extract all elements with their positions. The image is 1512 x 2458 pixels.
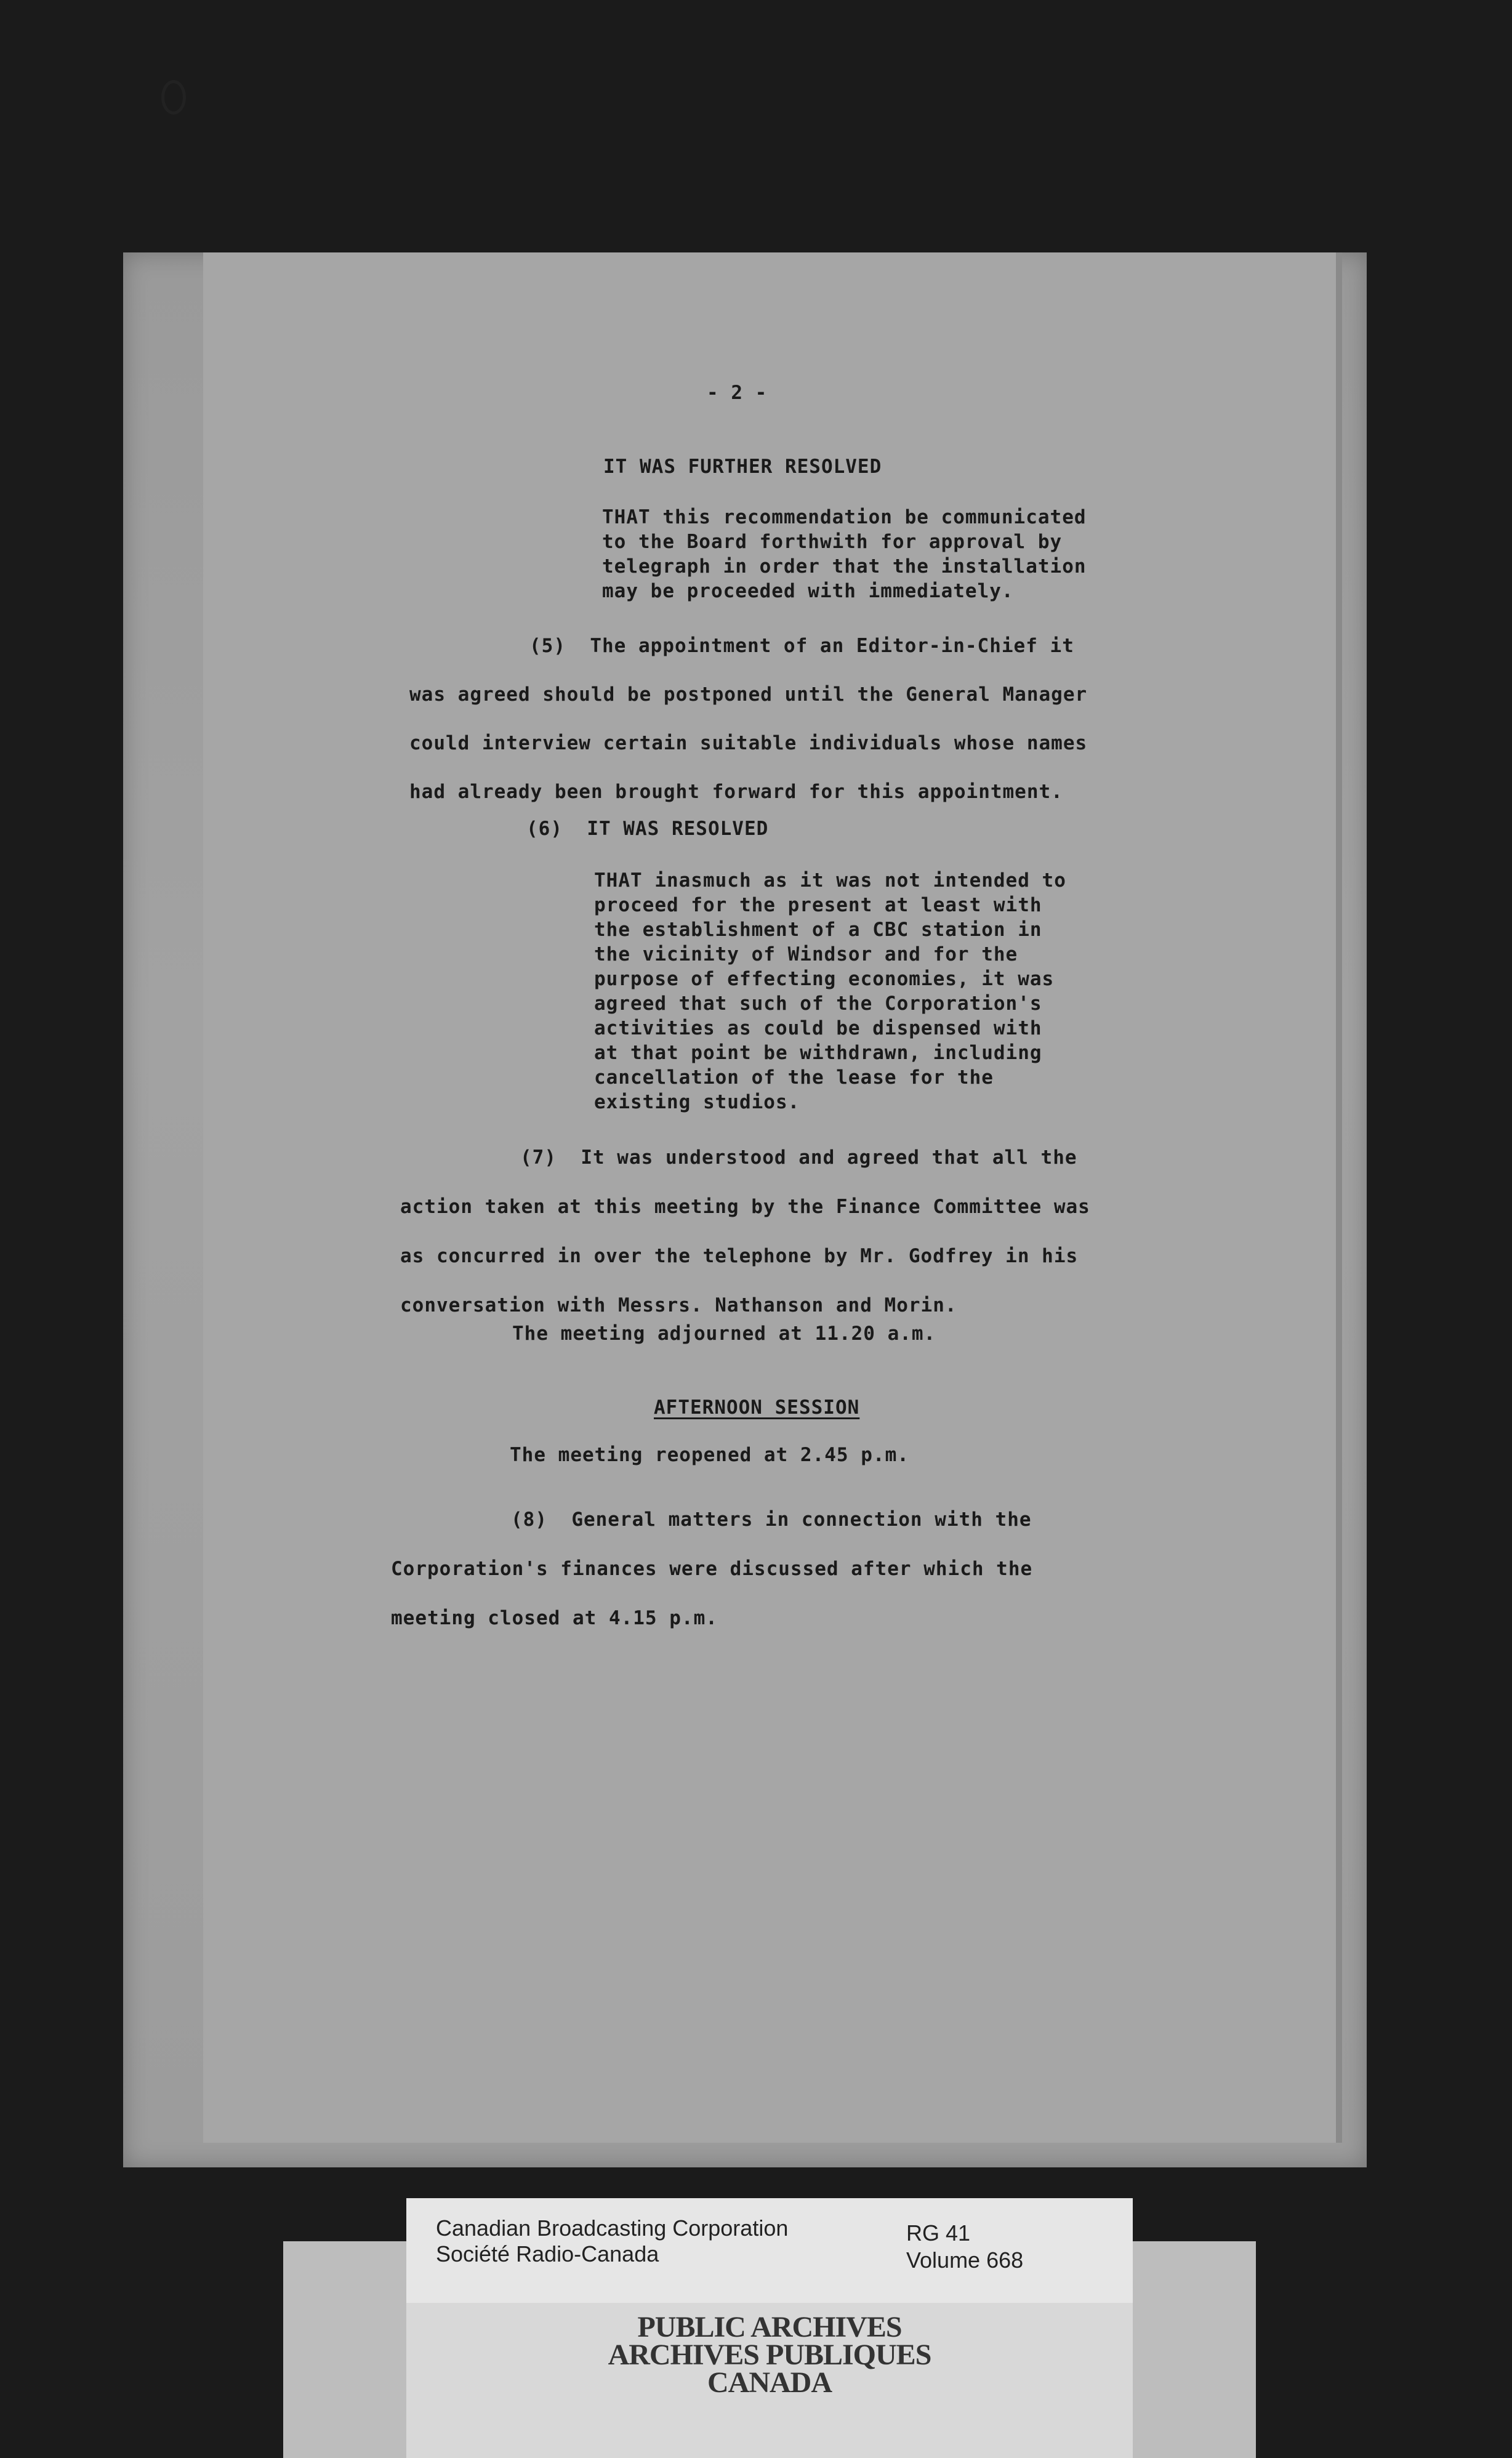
text-line: (7) It was understood and agreed that all the — [520, 1146, 1077, 1169]
text-line: existing studios. — [594, 1091, 800, 1113]
text-line: to the Board forthwith for approval by — [602, 531, 1063, 553]
text-line: (5) The appointment of an Editor-in-Chief it — [529, 635, 1074, 657]
text-line: could interview certain suitable individuals whose names — [409, 732, 1088, 754]
stamp-line-2: ARCHIVES PUBLIQUES — [608, 2339, 931, 2371]
text-line: THAT this recommendation be communicated — [602, 506, 1087, 528]
text-line: purpose of effecting economies, it was — [594, 968, 1055, 990]
paragraph-7 — [400, 1133, 1090, 1330]
resolution-block-2 — [594, 868, 1066, 1114]
heading-resolved-6: (6) IT WAS RESOLVED — [526, 818, 769, 840]
paragraph-5 — [409, 622, 1087, 816]
text-line: agreed that such of the Corporation's — [594, 993, 1042, 1015]
punch-hole — [161, 80, 186, 115]
stamp-line-1: PUBLIC ARCHIVES — [637, 2311, 902, 2343]
text-line: the vicinity of Windsor and for the — [594, 943, 1018, 965]
text-line: may be proceeded with immediately. — [602, 580, 1014, 602]
paragraph-8 — [391, 1495, 1032, 1643]
text-line: Corporation's finances were discussed after which the — [391, 1558, 1033, 1580]
text-line: at that point be withdrawn, including — [594, 1042, 1042, 1064]
afternoon-session-heading: AFTERNOON SESSION — [654, 1396, 860, 1419]
label-volume: Volume 668 — [906, 2247, 1024, 2273]
heading-further-resolved: IT WAS FURTHER RESOLVED — [603, 456, 882, 478]
text-line: the establishment of a CBC station in — [594, 919, 1042, 941]
reopened-line: The meeting reopened at 2.45 p.m. — [510, 1444, 909, 1466]
text-line: (8) General matters in connection with the — [511, 1509, 1032, 1531]
text-line: conversation with Messrs. Nathanson and Morin. — [400, 1294, 957, 1316]
label-org-fr: Société Radio-Canada — [436, 2241, 659, 2267]
label-rg: RG 41 — [906, 2220, 971, 2246]
resolution-block-1 — [602, 505, 1087, 603]
text-line: activities as could be dispensed with — [594, 1017, 1042, 1039]
text-line: action taken at this meeting by the Finance Committee was — [400, 1196, 1090, 1218]
text-line: proceed for the present at least with — [594, 894, 1042, 916]
text-line: cancellation of the lease for the — [594, 1066, 994, 1089]
stamp-line-3: CANADA — [707, 2366, 832, 2399]
adjourned-line: The meeting adjourned at 11.20 a.m. — [512, 1323, 936, 1345]
text-line: had already been brought forward for this appointment. — [409, 781, 1063, 803]
text-line: telegraph in order that the installation — [602, 555, 1087, 578]
text-line: was agreed should be postponed until the General Manager — [409, 683, 1088, 706]
text-line: THAT inasmuch as it was not intended to — [594, 869, 1066, 892]
text-line: meeting closed at 4.15 p.m. — [391, 1607, 718, 1629]
page-number: - 2 - — [707, 382, 768, 404]
text-line: as concurred in over the telephone by Mr. Godfrey in his — [400, 1245, 1079, 1267]
label-org-en: Canadian Broadcasting Corporation — [436, 2215, 789, 2241]
